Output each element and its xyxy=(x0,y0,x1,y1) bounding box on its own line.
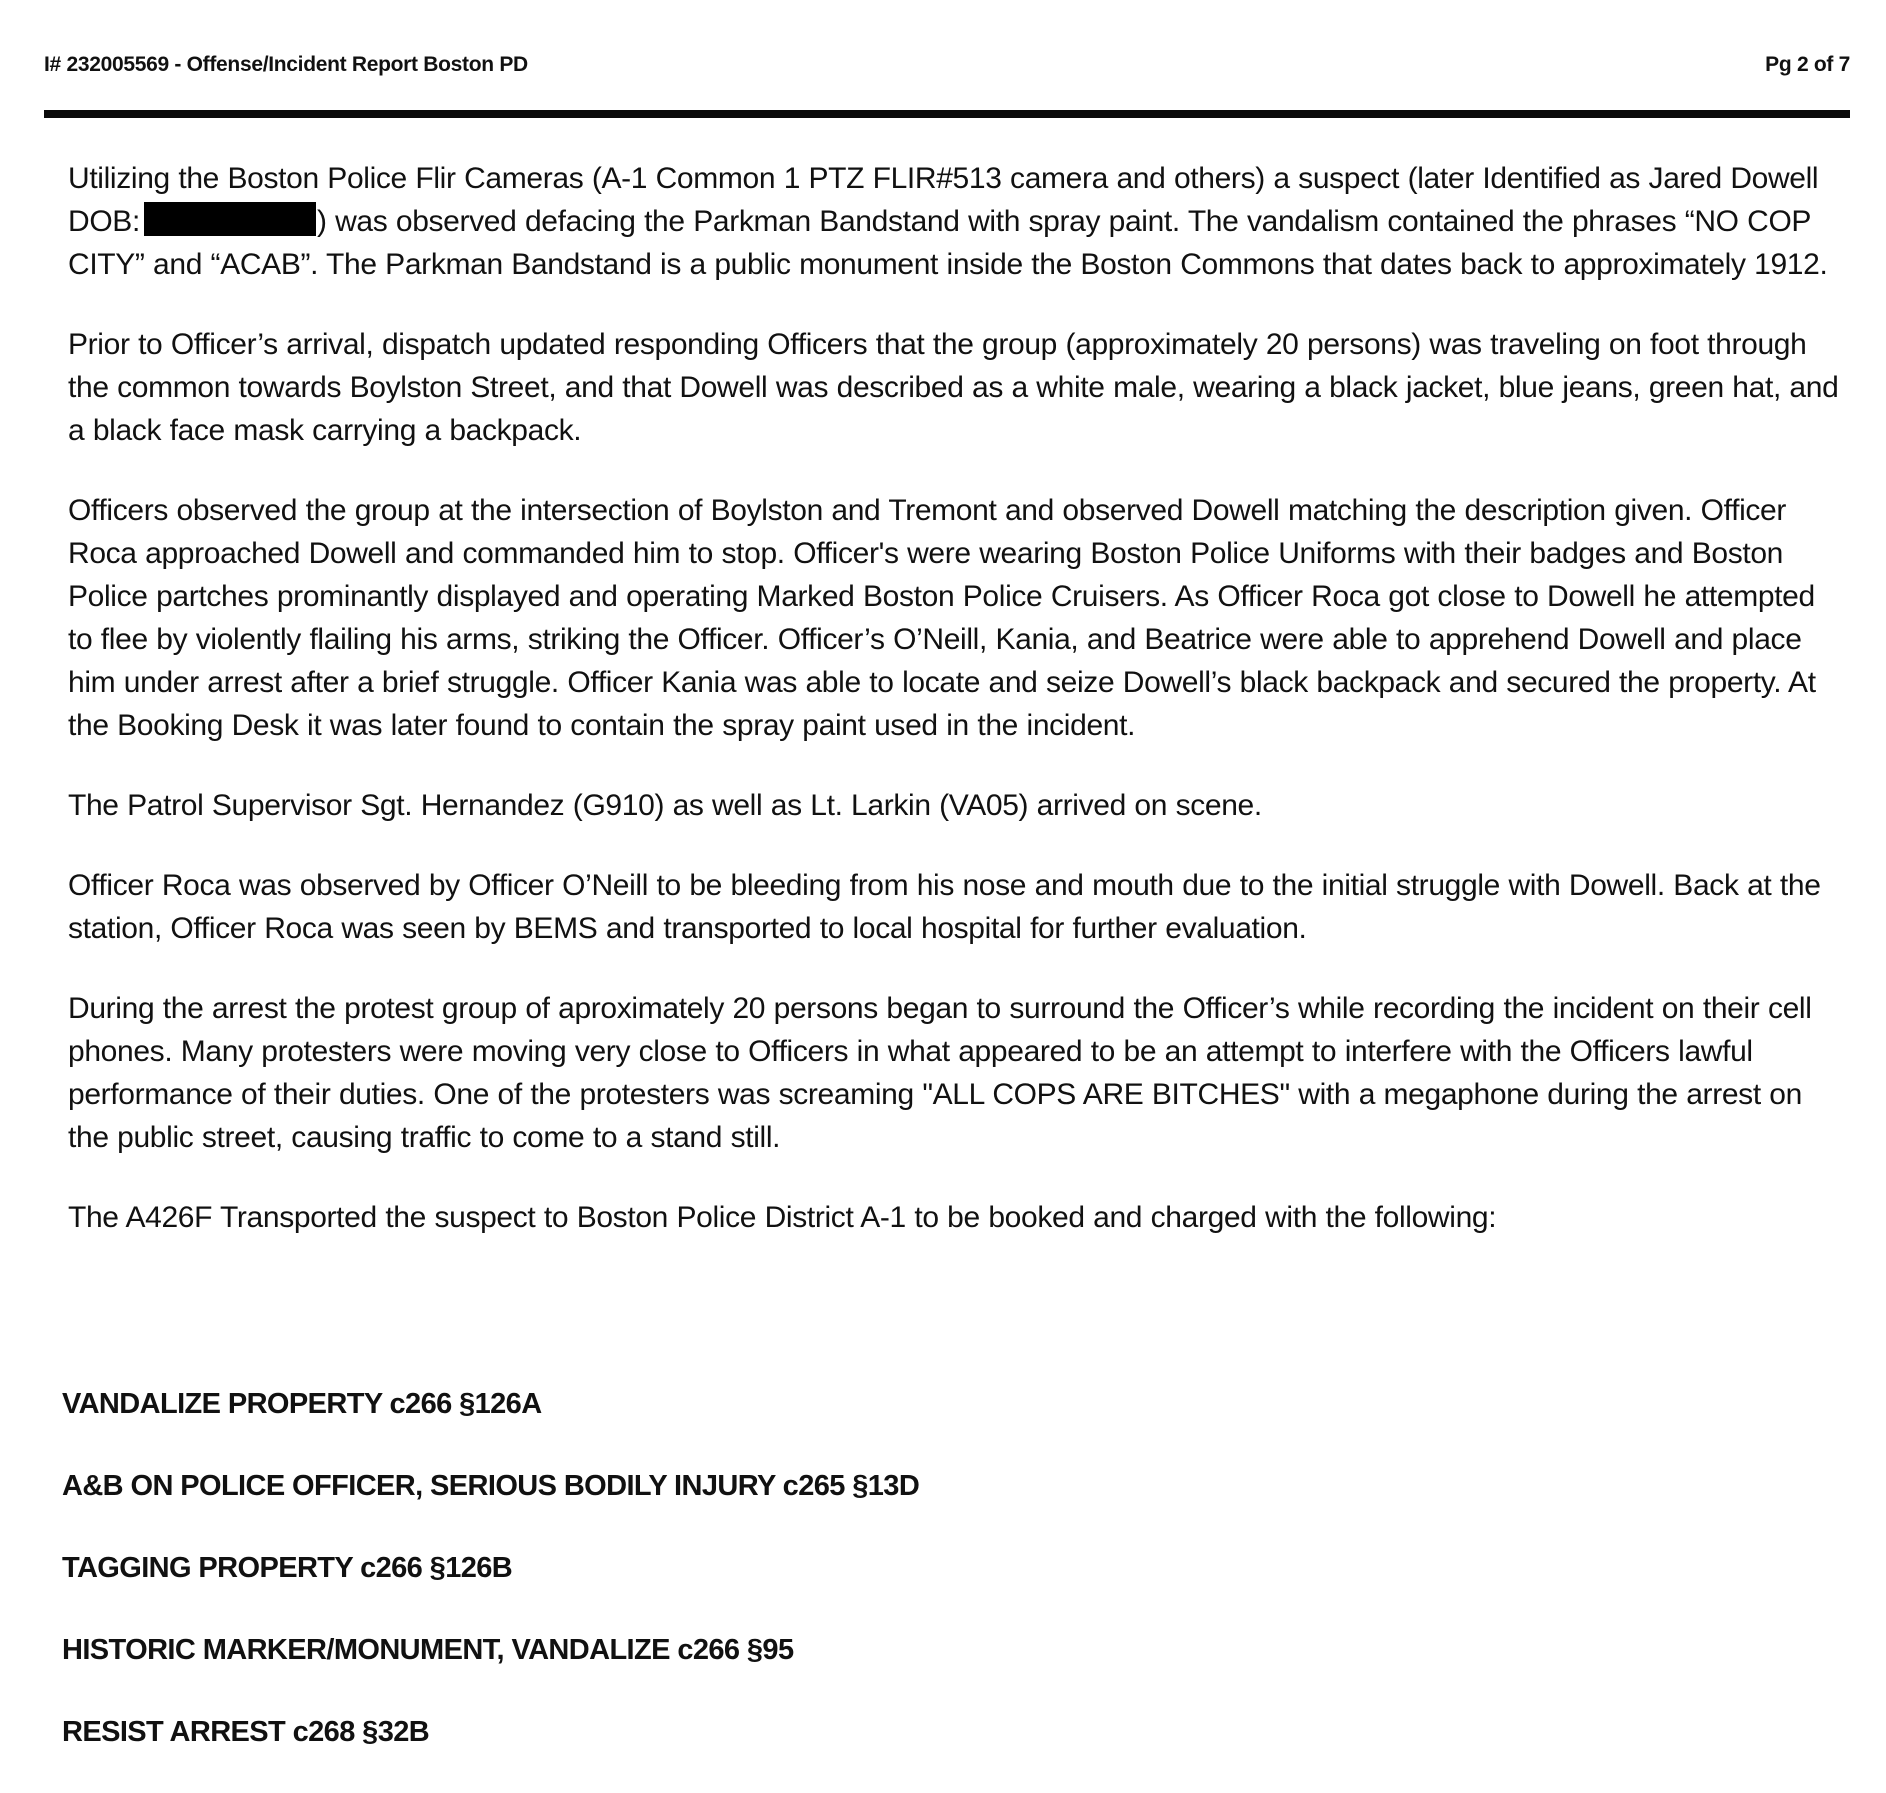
header-divider xyxy=(44,110,1850,118)
page-number: Pg 2 of 7 xyxy=(1765,53,1850,76)
narrative-paragraph xyxy=(68,157,1846,286)
narrative-paragraph: The A426F Transported the suspect to Boston Police District A-1 to be booked and charged with the following: xyxy=(68,1201,1497,1234)
charge-item: RESIST ARREST c268 §32B xyxy=(62,1716,430,1748)
charge-item: HISTORIC MARKER/MONUMENT, VANDALIZE c266 §95 xyxy=(62,1634,794,1666)
narrative-paragraph: Officers observed the group at the intersection of Boylston and Tremont and observed Dowell matching the description given. Officer Roca approached Dowell and commanded him to stop. Officer's were wearing Boston Police Uniforms with their badges and Boston Police partches prominantly displayed and operating Marked Boston Police Cruisers. As Officer Roca got close to Dowell he attempted to flee by violently flailing his arms, striking the Officer. Officer’s O’Neill, Kania, and Beatrice were able to apprehend Dowell and place him under arrest after a brief struggle. Officer Kania was able to locate and seize Dowell’s black backpack and secured the property. At the Booking Desk it was later found to contain the spray paint used in the incident. xyxy=(68,494,1816,742)
narrative-paragraph: Prior to Officer’s arrival, dispatch updated responding Officers that the group (approximately 20 persons) was traveling on foot through the common towards Boylston Street, and that Dowell was described as a white male, wearing a black jacket, blue jeans, green hat, and a black face mask carrying a backpack. xyxy=(68,328,1839,447)
charge-item: TAGGING PROPERTY c266 §126B xyxy=(62,1552,513,1584)
charge-item: VANDALIZE PROPERTY c266 §126A xyxy=(62,1388,542,1420)
report-id: I# 232005569 - Offense/Incident Report Boston PD xyxy=(44,53,528,76)
narrative xyxy=(68,157,1846,1276)
charges-list xyxy=(62,1383,919,1793)
charge-item: A&B ON POLICE OFFICER, SERIOUS BODILY INJURY c265 §13D xyxy=(62,1470,920,1502)
redaction-bar xyxy=(144,202,316,236)
narrative-paragraph: Officer Roca was observed by Officer O’Neill to be bleeding from his nose and mouth due to the initial struggle with Dowell. Back at the station, Officer Roca was seen by BEMS and transported to local hospital for further evaluation. xyxy=(68,869,1821,945)
paragraph-text: Utilizing the Boston Police Flir Cameras (A-1 Common 1 PTZ FLIR#513 camera and others) a suspect (later Identified as Jared Dowell DOB: xyxy=(68,162,1819,238)
paragraph-text: ) was observed defacing the Parkman Bandstand with spray paint. The vandalism contained the phrases “NO COP CITY” and “ACAB”. The Parkman Bandstand is a public monument inside the Boston Commons that dates back to approximately 1912. xyxy=(68,205,1828,281)
narrative-paragraph: During the arrest the protest group of aproximately 20 persons began to surround the Officer’s while recording the incident on their cell phones. Many protesters were moving very close to Officers in what appeared to be an attempt to interfere with the Officers lawful performance of their duties. One of the protesters was screaming "ALL COPS ARE BITCHES" with a megaphone during the arrest on the public street, causing traffic to come to a stand still. xyxy=(68,992,1812,1154)
narrative-paragraph: The Patrol Supervisor Sgt. Hernandez (G910) as well as Lt. Larkin (VA05) arrived on scene. xyxy=(68,789,1262,822)
report-header xyxy=(44,50,1850,80)
